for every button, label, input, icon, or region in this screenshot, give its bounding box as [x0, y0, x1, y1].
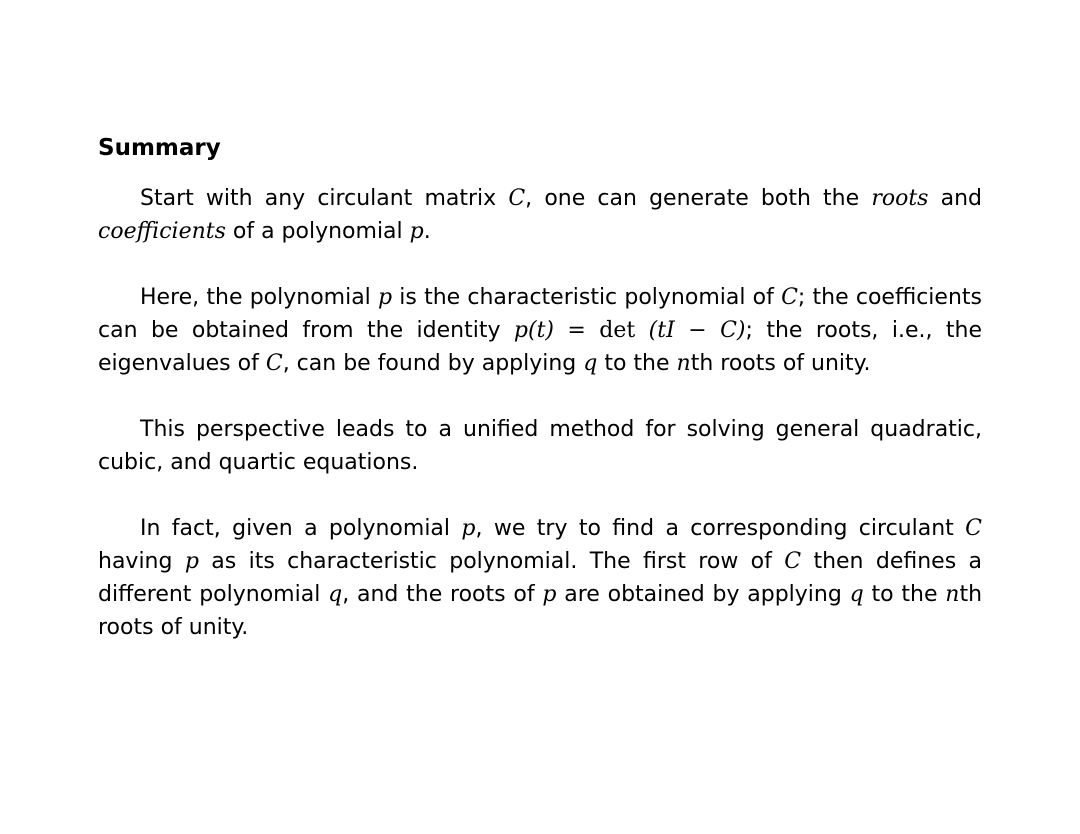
text-run: and — [928, 186, 982, 211]
text-run: In fact, given a polynomial — [140, 516, 462, 541]
text-run: , one can generate both the — [525, 186, 872, 211]
math-formula-det: det — [599, 318, 636, 343]
math-p: p — [409, 219, 424, 244]
math-p: p — [461, 516, 476, 541]
text-run: , we try to find a corresponding circulant — [475, 516, 966, 541]
text-run: Here, the polynomial — [140, 285, 378, 310]
text-run: th roots of unity. — [690, 351, 871, 376]
math-C: C — [265, 351, 283, 376]
paragraph-characteristic-polynomial — [98, 281, 982, 380]
math-q: q — [583, 351, 598, 376]
summary-slide — [98, 132, 982, 677]
paragraph-in-fact — [98, 512, 982, 644]
text-run: ; the coefficients can be obtained from the identity — [98, 285, 982, 343]
math-n: n — [676, 351, 691, 376]
math-C: C — [784, 549, 802, 574]
math-formula-equals: = — [554, 318, 600, 343]
math-q: q — [849, 582, 864, 607]
paragraph-unified-method: This perspective leads to a unified method for solving general quadratic, cubic, and quartic equations. — [98, 417, 982, 475]
math-roots: roots — [871, 186, 929, 211]
text-run: to the — [597, 351, 677, 376]
text-run: then defines a different polynomial — [98, 549, 982, 607]
math-n: n — [945, 582, 960, 607]
math-coefficients: coefficients — [98, 219, 226, 244]
math-formula-argument: (tI − C) — [635, 318, 746, 343]
math-C: C — [965, 516, 982, 541]
text-run: , can be found by applying — [282, 351, 584, 376]
text-run: of a polynomial — [225, 219, 410, 244]
text-run: having — [98, 549, 185, 574]
math-p: p — [184, 549, 199, 574]
math-p: p — [542, 582, 557, 607]
text-run: Start with any circulant matrix — [140, 186, 509, 211]
math-C: C — [508, 186, 526, 211]
text-run: , and the roots of — [342, 582, 543, 607]
text-run: is the characteristic polynomial of — [392, 285, 782, 310]
paragraph-circulant-intro — [98, 182, 982, 248]
text-run: th roots of unity. — [98, 582, 983, 640]
summary-heading: Summary — [98, 135, 221, 161]
math-formula-lhs: p(t) — [513, 318, 554, 343]
text-run: to the — [863, 582, 946, 607]
text-run: . — [423, 219, 431, 244]
text-run: are obtained by applying — [556, 582, 850, 607]
math-p: p — [378, 285, 393, 310]
math-q: q — [328, 582, 343, 607]
text-run: as its characteristic polynomial. The first row of — [198, 549, 785, 574]
text-run: ; the roots, i.e., the eigenvalues of — [98, 318, 983, 376]
math-C: C — [781, 285, 798, 310]
